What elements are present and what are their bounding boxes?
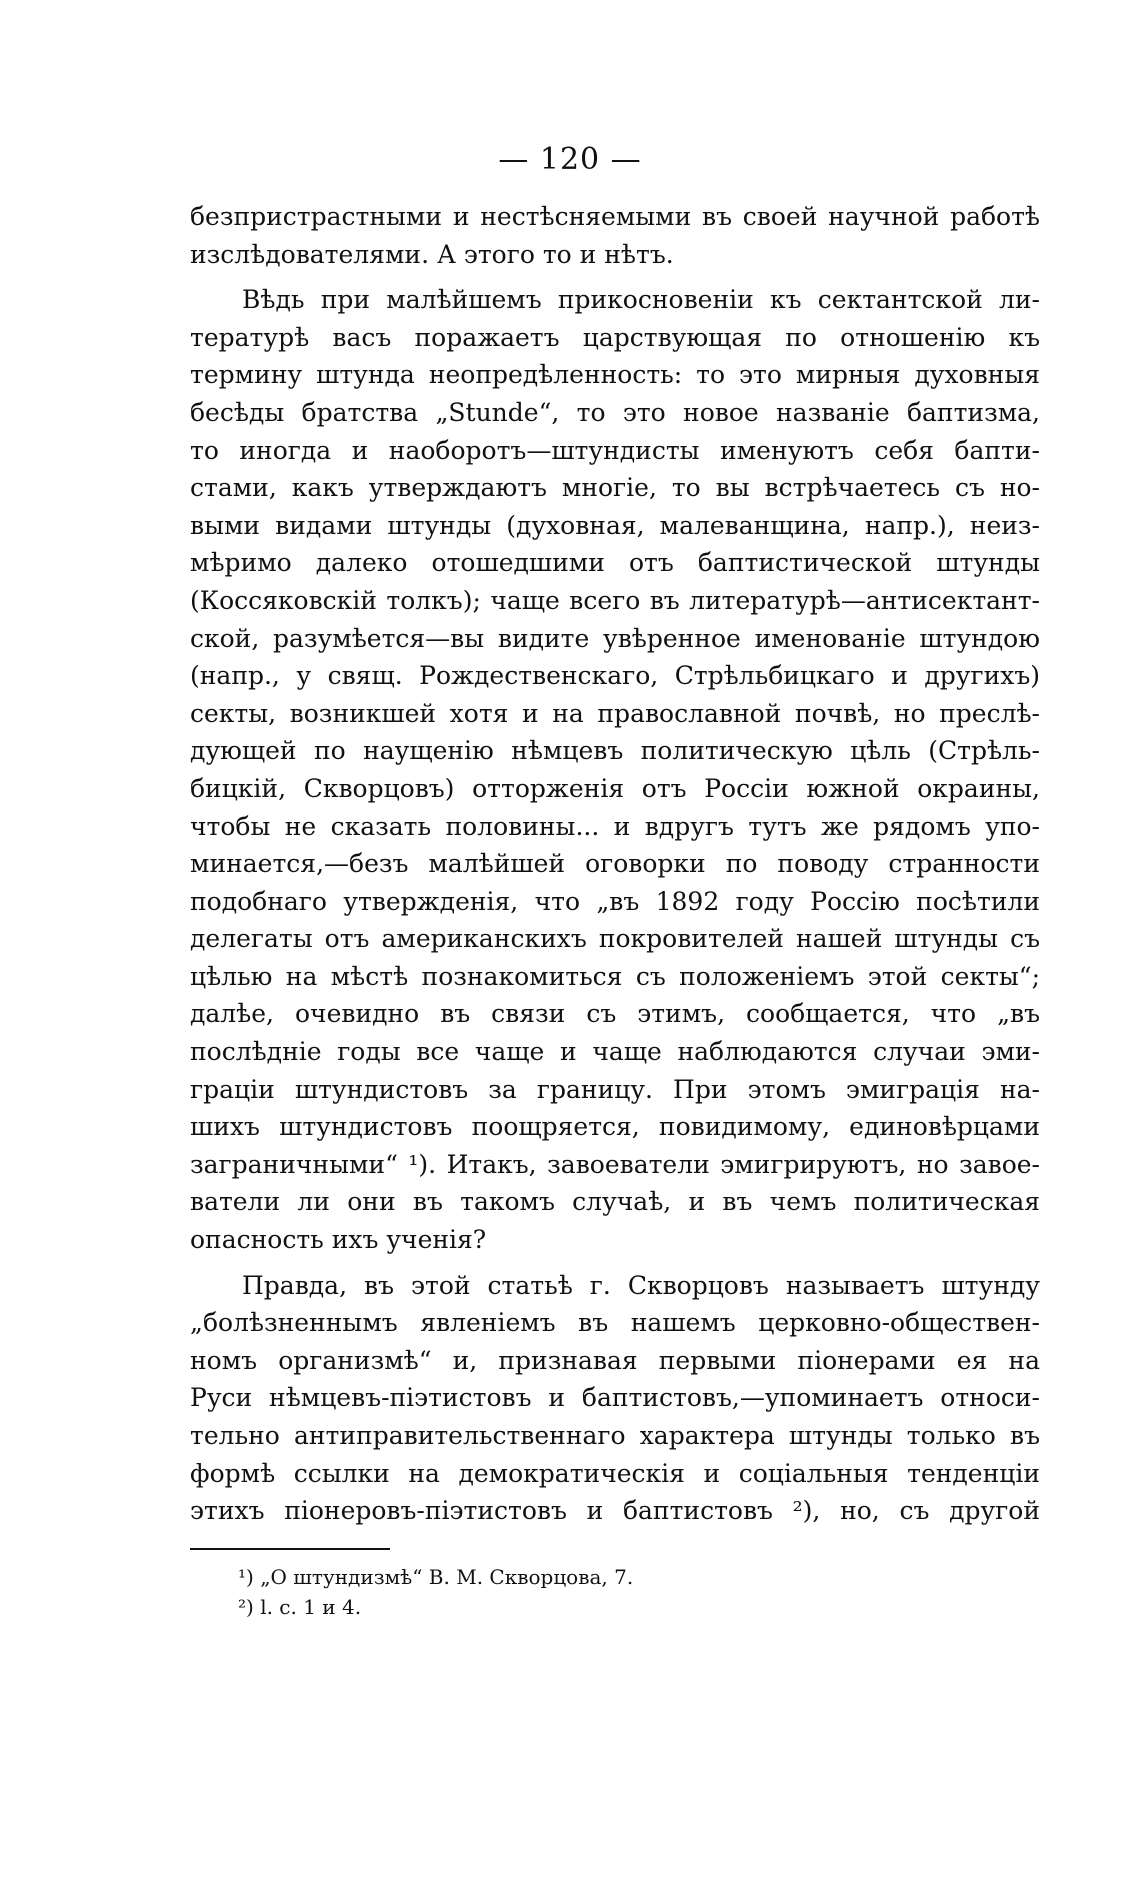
text-line: формѣ ссылки на демократическія и соціальныя тенденціи	[190, 1458, 1040, 1488]
page-number: — 120 —	[498, 142, 642, 177]
footnote-divider	[190, 1548, 390, 1550]
text-line: Руси нѣмцевъ-піэтистовъ и баптистовъ,—упоминаетъ относи-	[190, 1383, 1040, 1413]
text-line: делегаты отъ американскихъ покровителей нашей штунды съ	[190, 924, 1040, 954]
text-line: этихъ піонеровъ-піэтистовъ и баптистовъ ²), но, съ другой	[190, 1496, 1040, 1526]
text-line: тельно антиправительственнаго характера штунды только въ	[190, 1421, 1040, 1450]
text-line: мѣримо далеко отошедшими отъ баптистической штунды	[190, 548, 1040, 578]
text-line: граціи штундистовъ за границу. При этомъ эмиграція на-	[190, 1074, 1040, 1104]
text-line: выми видами штунды (духовная, малеванщина, напр.), неиз-	[190, 510, 1040, 540]
footnote-2	[238, 1592, 1038, 1622]
text-line: термину штунда неопредѣленность: то это мирныя духовныя	[190, 360, 1040, 390]
body-text	[190, 198, 1040, 1530]
paragraph-gap	[190, 273, 1040, 281]
footnote-mark: ²)	[238, 1595, 254, 1619]
text-line: заграничными“ ¹). Итакъ, завоеватели эмигрируютъ, но завое-	[190, 1149, 1040, 1179]
paragraph-gap	[190, 1259, 1040, 1267]
text-line: ской, разумѣется—вы видите увѣренное именованіе штундою	[190, 623, 1040, 653]
text-line: опасность ихъ ученія?	[190, 1225, 487, 1255]
text-line: бесѣды братства „Stunde“, то это новое названіе баптизма,	[190, 397, 1040, 427]
text-line: подобнаго утвержденія, что „въ 1892 году Россію посѣтили	[190, 886, 1040, 916]
text-line: далѣе, очевидно въ связи съ этимъ, сообщается, что „въ	[190, 999, 1040, 1029]
text-line: бицкій, Скворцовъ) отторженія отъ Россіи южной окраины,	[190, 773, 1040, 803]
text-line: (напр., у свящ. Рождественскаго, Стрѣльбицкаго и другихъ)	[190, 661, 1040, 691]
text-line: тературѣ васъ поражаетъ царствующая по отношенію къ	[190, 322, 1040, 352]
footnote-text: l. c. 1 и 4.	[260, 1595, 362, 1619]
text-line: цѣлью на мѣстѣ познакомиться съ положеніемъ этой секты“;	[190, 961, 1040, 991]
text-line: чтобы не сказать половины... и вдругъ тутъ же рядомъ упо-	[190, 811, 1040, 841]
text-line: номъ организмѣ“ и, признавая первыми піонерами ея на	[190, 1345, 1040, 1375]
text-line: изслѣдователями. А этого то и нѣтъ.	[190, 239, 674, 269]
footnotes	[238, 1562, 1038, 1622]
text-line: безпристрастными и нестѣсняемыми въ своей научной работѣ	[190, 202, 1040, 231]
text-line: „болѣзненнымъ явленіемъ въ нашемъ церковно-обществен-	[190, 1308, 1040, 1338]
footnote-mark: ¹)	[238, 1565, 254, 1589]
text-line: дующей по наущенію нѣмцевъ политическую цѣль (Стрѣль-	[190, 736, 1040, 766]
text-line: минается,—безъ малѣйшей оговорки по поводу странности	[190, 849, 1040, 879]
text-line: шихъ штундистовъ поощряется, повидимому, единовѣрцами	[190, 1112, 1040, 1142]
text-line: послѣдніе годы все чаще и чаще наблюдаются случаи эми-	[190, 1037, 1040, 1067]
footnote-text: „О штундизмѣ“ В. М. Скворцова, 7.	[260, 1565, 634, 1589]
text-line: секты, возникшей хотя и на православной почвѣ, но преслѣ-	[190, 698, 1040, 728]
footnote-1	[238, 1562, 1038, 1592]
text-line: то иногда и наоборотъ—штундисты именуютъ себя бапти-	[190, 435, 1040, 465]
text-line: (Коссяковскій толкъ); чаще всего въ литературѣ—антисектант-	[190, 585, 1040, 615]
text-line: Вѣдь при малѣйшемъ прикосновеніи къ сектантской ли-	[242, 285, 1040, 315]
text-line: Правда, въ этой статьѣ г. Скворцовъ называетъ штунду	[242, 1270, 1040, 1300]
text-line: ватели ли они въ такомъ случаѣ, и въ чемъ политическая	[190, 1187, 1040, 1217]
text-line: стами, какъ утверждаютъ многіе, то вы встрѣчаетесь съ но-	[190, 473, 1040, 503]
